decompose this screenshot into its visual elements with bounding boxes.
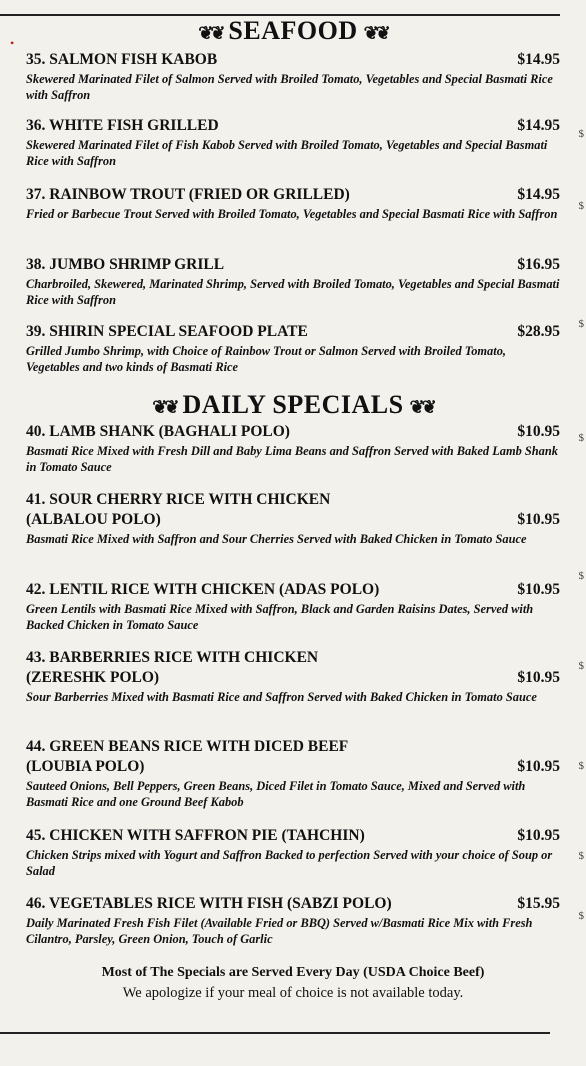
- ornament-icon: ❦❦: [198, 22, 223, 43]
- margin-mark: $: [578, 318, 584, 330]
- item-name: 38. JUMBO SHRIMP GRILL: [26, 256, 225, 273]
- menu-item-44: [26, 737, 560, 810]
- item-name: 36. WHITE FISH GRILLED: [26, 117, 219, 134]
- menu-item-35: [26, 50, 560, 103]
- seafood-title: SEAFOOD: [228, 16, 358, 45]
- footer-note: Most of The Specials are Served Every Day (USDA Choice Beef): [101, 965, 485, 980]
- item-name: 40. LAMB SHANK (BAGHALI POLO): [26, 423, 290, 440]
- item-description: Green Lentils with Basmati Rice Mixed with Saffron, Black and Garden Raisins Dates, Served with Backed Chicken in Tomato Sauce: [26, 602, 534, 632]
- daily-specials-heading: [0, 390, 586, 420]
- item-description: Skewered Marinated Filet of Salmon Served with Broiled Tomato, Vegetables and Special Basmati Rice with Saffron: [26, 72, 553, 102]
- item-name-secondary: (ALBALOU POLO): [26, 511, 161, 528]
- menu-item-40: [26, 422, 560, 475]
- item-name: 39. SHIRIN SPECIAL SEAFOOD PLATE: [26, 323, 308, 340]
- menu-item-42: [26, 580, 560, 633]
- menu-item-41: [26, 490, 560, 547]
- item-name: 37. RAINBOW TROUT (FRIED OR GRILLED): [26, 186, 350, 203]
- item-description: Basmati Rice Mixed with Saffron and Sour Cherries Served with Baked Chicken in Tomato Sauce: [26, 532, 527, 546]
- menu-item-39: [26, 322, 560, 375]
- menu-item-46: [26, 894, 560, 947]
- menu-item-45: [26, 826, 560, 879]
- margin-marks: [578, 0, 586, 1066]
- margin-mark: $: [578, 760, 584, 772]
- item-name: 43. BARBERRIES RICE WITH CHICKEN: [26, 649, 319, 666]
- ornament-icon: ❦❦: [409, 396, 434, 417]
- item-name: 46. VEGETABLES RICE WITH FISH (SABZI POLO): [26, 895, 392, 912]
- item-price: $10.95: [517, 423, 560, 440]
- daily-specials-title: DAILY SPECIALS: [182, 390, 404, 419]
- item-price: $14.95: [517, 117, 560, 134]
- item-description: Daily Marinated Fresh Fish Filet (Available Fried or BBQ) Served w/Basmati Rice Mix with Fresh Cilantro, Parsley, Green Onion, Touch of Garlic: [26, 916, 533, 946]
- menu-footer: [0, 963, 586, 1003]
- item-price: $16.95: [517, 256, 560, 273]
- corner-dot: •: [10, 36, 15, 50]
- menu-item-37: [26, 185, 560, 222]
- footer-apology: We apologize if your meal of choice is not available today.: [122, 985, 464, 1001]
- item-name: 45. CHICKEN WITH SAFFRON PIE (TAHCHIN): [26, 827, 365, 844]
- item-price: $10.95: [517, 511, 560, 528]
- ornament-icon: ❦❦: [363, 22, 388, 43]
- item-price: $10.95: [517, 758, 560, 775]
- item-name: 44. GREEN BEANS RICE WITH DICED BEEF: [26, 738, 349, 755]
- item-description: Charbroiled, Skewered, Marinated Shrimp, Served with Broiled Tomato, Vegetables and Special Basmati Rice with Saffron: [26, 277, 560, 307]
- menu-item-38: [26, 255, 560, 308]
- item-name-secondary: (ZERESHK POLO): [26, 669, 160, 686]
- margin-mark: $: [578, 660, 584, 672]
- item-price: $10.95: [517, 827, 560, 844]
- menu-item-36: [26, 116, 560, 169]
- margin-mark: $: [578, 570, 584, 582]
- item-description: Fried or Barbecue Trout Served with Broiled Tomato, Vegetables and Special Basmati Rice with Saffron: [26, 207, 558, 221]
- item-description: Grilled Jumbo Shrimp, with Choice of Rainbow Trout or Salmon Served with Broiled Tomato, Vegetables and two kinds of Basmati Rice: [26, 344, 506, 374]
- menu-item-43: [26, 648, 560, 705]
- item-price: $28.95: [517, 323, 560, 340]
- item-price: $14.95: [517, 186, 560, 203]
- seafood-heading: [0, 16, 586, 46]
- item-price: $14.95: [517, 51, 560, 68]
- margin-mark: $: [578, 200, 584, 212]
- item-description: Chicken Strips mixed with Yogurt and Saffron Backed to perfection Served with your choice of Soup or Salad: [26, 848, 553, 878]
- item-description: Sour Barberries Mixed with Basmati Rice and Saffron Served with Baked Chicken in Tomato Sauce: [26, 690, 537, 704]
- margin-mark: $: [578, 910, 584, 922]
- margin-mark: $: [578, 128, 584, 140]
- ornament-icon: ❦❦: [152, 396, 177, 417]
- item-description: Skewered Marinated Filet of Fish Kabob Served with Broiled Tomato, Vegetables and Special Basmati Rice with Saffron: [26, 138, 548, 168]
- item-price: $10.95: [517, 581, 560, 598]
- margin-mark: $: [578, 850, 584, 862]
- item-name: 42. LENTIL RICE WITH CHICKEN (ADAS POLO): [26, 581, 380, 598]
- item-description: Sauteed Onions, Bell Peppers, Green Beans, Diced Filet in Tomato Sauce, Mixed and Served with Basmati Rice and one Ground Beef Kabob: [26, 779, 526, 809]
- item-name: 35. SALMON FISH KABOB: [26, 51, 218, 68]
- bottom-rule: [0, 1032, 550, 1034]
- item-price: $15.95: [517, 895, 560, 912]
- item-description: Basmati Rice Mixed with Fresh Dill and Baby Lima Beans and Saffron Served with Baked Lamb Shank in Tomato Sauce: [26, 444, 558, 474]
- item-name-secondary: (LOUBIA POLO): [26, 758, 145, 775]
- margin-mark: $: [578, 432, 584, 444]
- item-price: $10.95: [517, 669, 560, 686]
- item-name: 41. SOUR CHERRY RICE WITH CHICKEN: [26, 491, 331, 508]
